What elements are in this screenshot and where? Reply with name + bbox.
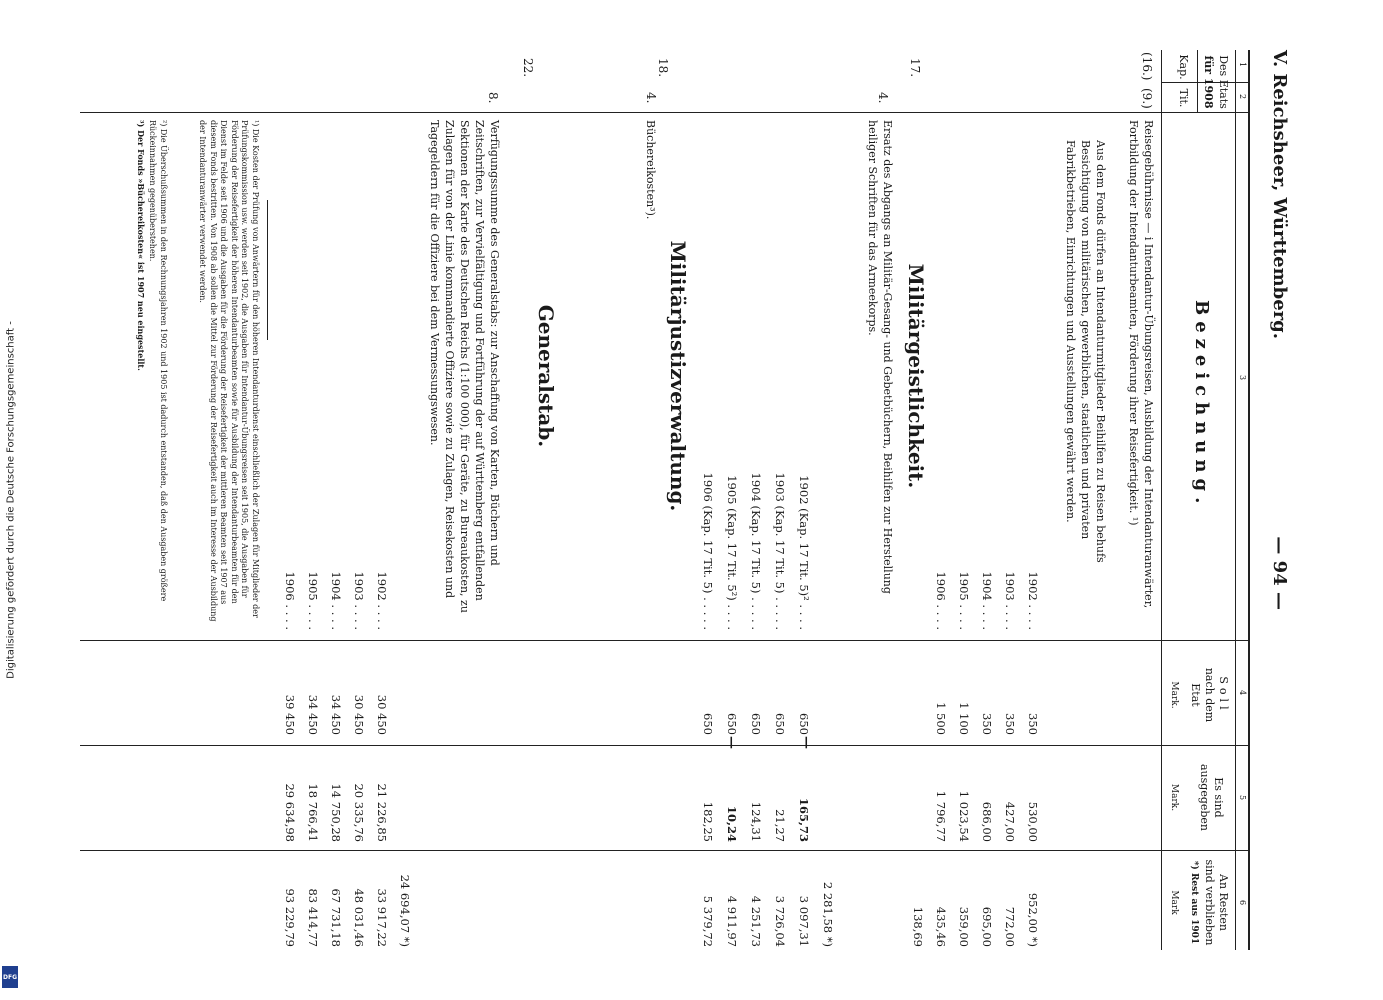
row-label: 1905 . . . . (957, 571, 971, 630)
cell-soll: 39 450 (283, 694, 297, 735)
colnum-3: 3 (1238, 375, 1247, 381)
header-bezeichnung: Bezeichnung. (1191, 300, 1212, 510)
cell-ausg: 14 750,28 (329, 783, 343, 842)
cell-soll: 650 (701, 713, 715, 735)
row-label: 1905 . . . . (306, 571, 320, 630)
colnum-6: 6 (1238, 900, 1247, 906)
colnum-4: 4 (1238, 690, 1247, 696)
section-generalstab: Generalstab. (534, 304, 558, 448)
cell-soll: 30 450 (375, 694, 389, 735)
tit-8: 8. (486, 92, 500, 104)
cell-rest: 952,00 *) (1026, 892, 1040, 947)
header-kap: Kap. (1177, 54, 1190, 80)
header-soll-3: Etat (1189, 683, 1202, 707)
header-bottom-rule (1161, 50, 1162, 950)
row-label: 1904 . . . . (980, 571, 994, 630)
cell-ausg: 1 796,77 (934, 790, 948, 842)
row-label: 1904 (Kap. 17 Tit. 5) . . . . . (749, 472, 763, 630)
col-divider-2 (80, 112, 1250, 113)
cell-rest: 772,00 (1003, 906, 1017, 947)
row-label: 1906 . . . . (934, 571, 948, 630)
cell-soll: 350 (980, 713, 994, 735)
header-reste-2: sind verblieben (1203, 859, 1216, 946)
footnote-2: ²) Die Überschußsummen in den Rechnungsjahren 1902 und 1905 ist dadurch entstanden, daß den Ausgaben größere Rückeinnahmen gegenüberstehen. (148, 120, 168, 602)
cell-soll: 650 (773, 713, 787, 735)
header-reste-unit: Mark (1169, 890, 1179, 915)
digitization-credit: Digitalisierung gefördert durch die Deutsche Forschungsgemeinschaft - (5, 321, 17, 679)
cell-rest: 4 911,97 (725, 895, 739, 947)
cell-soll: 650 (797, 713, 811, 735)
cell-rest: 4 251,73 (749, 895, 763, 947)
tit-9: (9.) (1140, 88, 1154, 109)
cell-rest: 5 379,72 (701, 895, 715, 947)
cell-soll: 650 (725, 713, 739, 735)
section-militaergeistlichkeit: Militärgeistlichkeit. (904, 263, 928, 489)
tit-4b: 4. (644, 92, 658, 104)
dfg-logo-text: DFG (2, 973, 17, 981)
row-label: 1902 (Kap. 17 Tit. 5)² . . . . (797, 475, 811, 630)
cell-rest: 33 917,22 (375, 888, 389, 947)
col-divider-4 (80, 745, 1250, 746)
header-fuer-1908: für 1908 (1202, 55, 1215, 109)
cell-rest: 93 229,79 (283, 888, 297, 947)
row-label: 1905 (Kap. 17 Tit. 5²) . . . . (725, 475, 739, 630)
page-header (1269, 50, 1290, 950)
cell-rest: 48 031,46 (352, 888, 366, 947)
cell-soll: 650 (749, 713, 763, 735)
cell-rest: 3 726,04 (773, 895, 787, 947)
kap-18: 18. (656, 58, 670, 78)
header-ausgegeben-unit: Mark. (1169, 783, 1179, 812)
kap-16: (16.) (1140, 52, 1154, 81)
header-soll: Soll (1217, 676, 1230, 714)
cell-ausg: 165,73 (797, 797, 811, 842)
cell-ausg: 21 226,85 (375, 783, 389, 842)
colnum-1: 1 (1238, 62, 1247, 68)
col-divider-5 (80, 850, 1250, 851)
cell-ausg: 530,00 (1026, 801, 1040, 842)
cell-ausg: 29 634,98 (283, 783, 297, 842)
cell-ausg: 124,31 (749, 801, 763, 842)
cell-rest: 359,00 (957, 906, 971, 947)
section-militaerjustiz: Militärjustizverwaltung. (666, 240, 690, 512)
header-ausgegeben-2: ausgegeben (1198, 763, 1211, 832)
header-reste-1: An Resten (1217, 874, 1230, 931)
cell-soll: 30 450 (352, 694, 366, 735)
entry-ersatz: Ersatz des Abgangs an Militär-Gesang- und Gebetbüchern, Beihilfen zur Herstellung heiliger Schriften für das Armeekorps. (866, 120, 894, 594)
cell-soll: 1 100 (957, 702, 971, 735)
colnum-2: 2 (1238, 94, 1247, 100)
kap-tit-rule (1197, 50, 1198, 112)
cell-ausg: 10,24 (725, 805, 739, 842)
footnote-1: ¹) Die Kosten der Prüfung von Anwärtern für den höheren Intendanturdienst einschließlich der Zulagen für Mitglieder der Prüfungskommission usw. werden seit 1902, die Ausgaben für Intendantur-Übungsreisen seit 1905, die Ausgaben für Förderung der Reisefertigkeit der höheren Intendanturbeamten sowie für Ausbildung der Intendanturbeamten für den Dienst im Felde seit 1906 und die Ausgaben für die Förderung der Reisefertigkeit der mittleren Beamten seit 1907 aus diesem Fonds bestritten. Von 1908 ab sollen die Mittel zur Förderung der Reisefertigkeit auch im Interesse der Ausbildung der Intendanturanwärter verwendet werden. (198, 120, 260, 622)
entry-verfuegung: Verfügungssumme des Generalstabs: zur Anschaffung von Karten, Büchern und Zeitschriften, zur Vervielfältigung und Fortführung der auf Württemberg entfallenden Sektionen der Karte des Deutschen Reichs (1:100 000), für Geräte, zu Bureaukosten, zu Zulagen für von der Linie kommandierte Offiziere sowie zu Zulagen, Reisekosten und Tagegeldern für die Offiziere bei dem Vermessungswesen. (428, 120, 501, 613)
col-divider-3 (80, 640, 1250, 641)
page-header-title: V. Reichsheer, Württemberg. (1269, 50, 1290, 340)
header-des-etats: Des Etats (1217, 55, 1230, 109)
dash-ersatz-1905: — (724, 736, 739, 749)
cell-rest: 3 097,31 (797, 895, 811, 947)
cell-rest: 83 414,77 (306, 888, 320, 947)
colnum-rule (1235, 50, 1236, 950)
cell-ausg: 20 335,76 (352, 783, 366, 842)
header-soll-2: nach dem (1203, 667, 1216, 723)
cell-rest: 67 731,18 (329, 888, 343, 947)
document-page (80, 50, 1290, 950)
cell-soll: 34 450 (329, 694, 343, 735)
row-label: 1902 . . . . (375, 571, 389, 630)
tit-4a: 4. (876, 92, 890, 104)
header-tit: Tit. (1177, 88, 1190, 108)
cell-ausg: 18 766,41 (306, 783, 320, 842)
entry-reisegebuehrnisse: Reisegebührnisse — i Intendantur-Übungsreisen, Ausbildung der Intendanturanwärter, Fortbildung der Intendanturbeamten, Förderung ihrer Reisefertigkeit. ¹) (1127, 120, 1155, 609)
sidebar (0, 0, 22, 1000)
cell-rest: 2 281,58 *) (821, 881, 835, 947)
table-top-rule (1248, 50, 1250, 950)
row-label: 1903 . . . . (352, 571, 366, 630)
cell-soll: 1 500 (934, 702, 948, 735)
entry-reisegebuehrnisse-note: Aus dem Fonds dürfen an Intendanturmitglieder Beihilfen zu Reisen behufs Besichtigung von militärischen, gewerblichen, staatlichen und privaten Fabrikbetrieben, Einrichtungen und Ausstellungen gewährt werden. (1064, 140, 1107, 563)
footnote-rule (267, 200, 268, 340)
dfg-logo[interactable] (2, 966, 18, 988)
row-label: 1906 . . . . (283, 571, 297, 630)
row-label: 1902 . . . . (1026, 571, 1040, 630)
row-label: 1904 . . . . (329, 571, 343, 630)
colnum-5: 5 (1238, 795, 1247, 801)
cell-soll: 34 450 (306, 694, 320, 735)
header-soll-unit: Mark. (1169, 681, 1179, 709)
page-number: — 94 — (1269, 536, 1290, 610)
cell-soll: 350 (1026, 713, 1040, 735)
cell-rest: 138,69 (911, 906, 925, 947)
kap-17: 17. (908, 58, 922, 78)
cell-ausg: 686,00 (980, 801, 994, 842)
header-reste-3: *) Rest aus 1901 (1189, 860, 1199, 945)
cell-ausg: 182,25 (701, 801, 715, 842)
kap-22: 22. (521, 58, 535, 78)
cell-rest: 695,00 (980, 906, 994, 947)
footnote-3: ³) Der Fonds »Büchereikosten« ist 1907 neu eingestellt. (136, 120, 146, 371)
dash-ersatz-1902: — (799, 736, 814, 749)
row-label: 1903 (Kap. 17 Tit. 5) . . . . . (773, 472, 787, 630)
entry-buecherei: Büchereikosten³). (644, 120, 657, 220)
cell-rest: 435,46 (934, 906, 948, 947)
row-label: 1903 . . . . (1003, 571, 1017, 630)
cell-ausg: 427,00 (1003, 801, 1017, 842)
cell-ausg: 21,27 (773, 809, 787, 842)
cell-ausg: 1 023,54 (957, 790, 971, 842)
header-ausgegeben-1: Es sind (1212, 777, 1225, 818)
row-label: 1906 (Kap. 17 Tit. 5) . . . . . (701, 472, 715, 630)
cell-soll: 350 (1003, 713, 1017, 735)
cell-rest: 24 694,07 *) (398, 874, 412, 947)
